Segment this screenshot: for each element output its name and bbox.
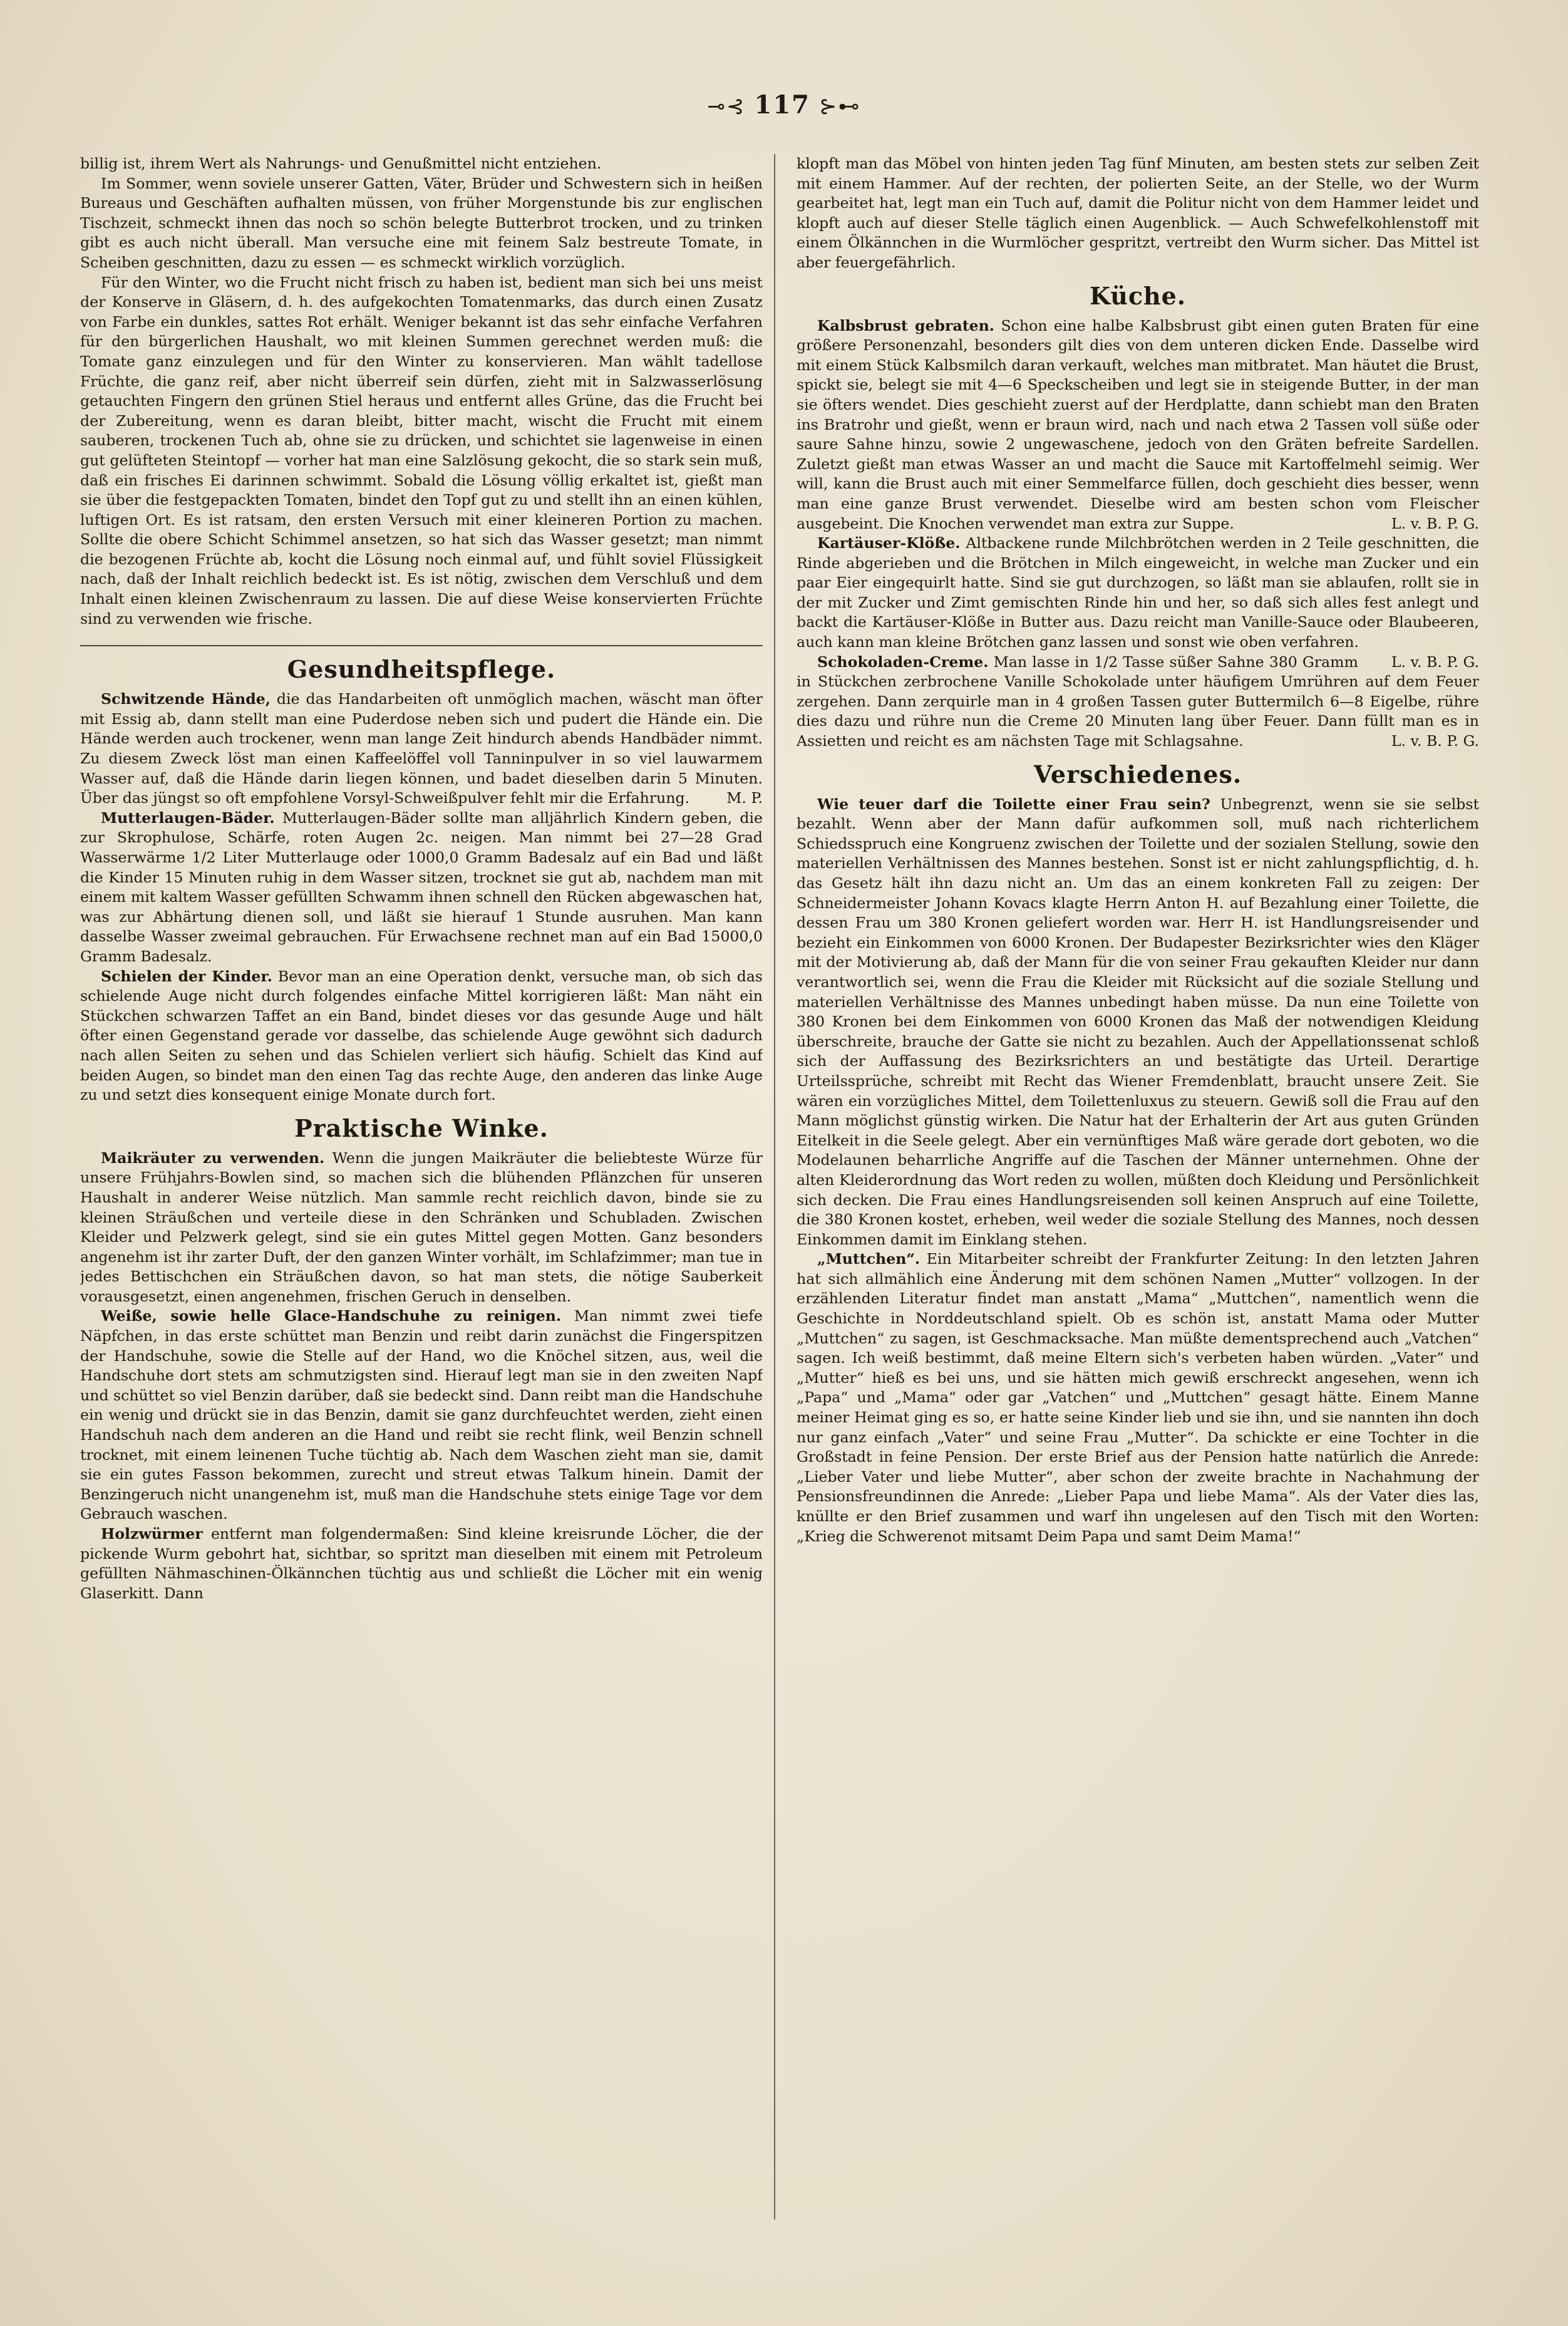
- section-heading-winke: Praktische Winke.: [294, 1114, 549, 1142]
- signature: L. v. B. P. G.: [1391, 732, 1479, 750]
- article-kartaeuser-kloesse: Kartäuser-Klöße. Altbackene runde Milchbrötchen werden in 2 Teile geschnitten, die Rinde abgerieben und die Brötchen in Milch eingeweicht, in welche man Zucker und ein paar Eier eingequirlt hatte. Sind sie gut durchzogen, so läßt man sie ablaufen, rollt sie in der mit Zucker und Zimt gemischten Rinde hin und her, so daß sich alles fest anlegt und backt die Kartäuser-Klöße in Butter aus. Dazu reicht man Vanille-Sauce oder Blaubeeren, auch kann man kleine Brötchen ganz lassen und sonst wie oben verfahren. L. v. B. P. G.: [797, 534, 1479, 653]
- paragraph: Für den Winter, wo die Frucht nicht frisch zu haben ist, bedient man sich bei uns meist der Konserve in Gläsern, d. h. des aufgekochten Tomatenmarks, das durch einen Zusatz von Farbe ein dunkles, sattes Rot erhält. Weniger bekannt ist das sehr einfache Verfahren für den bürgerlichen Haushalt, wo mit kleinen Summen gerechnet werden muß: die Tomate ganz einzulegen und für den Winter zu konservieren. Man wählt tadellose Früchte, die ganz reif, aber nicht überreif sein dürfen, zieht mit in Salzwasserlösung getauchten Fingern den grünen Stiel heraus und entfernt alles Grüne, das die Frucht bei der Zubereitung, wenn es daran bleibt, bitter macht, wischt die Frucht mit einem sauberen, trockenen Tuch ab, ohne sie zu drücken, und schichtet sie lagenweise in einen gut gelüfteten Steintopf — vorher hat man eine Salzlösung gekocht, die so stark sein muß, daß ein frisches Ei darinnen schwimmt. Sobald die Lösung völlig erkaltet ist, gießt man sie über die festgepackten Tomaten, bindet den Topf gut zu und stellt ihn an einen kühlen, luftigen Ort. Es ist ratsam, den ersten Versuch mit einer kleineren Portion zu machen. Sollte die obere Schicht Schimmel ansetzen, so hat sich das Wasser gesetzt; man nimmt die bezogenen Früchte ab, kocht die Lösung noch einmal auf, und fühlt soviel Flüssigkeit nach, daß der Inhalt reichlich bedeckt ist. Es ist nötig, zwischen dem Verschluß und dem Inhalt einen kleinen Zwischenraum zu lassen. Die auf diese Weise konservierten Früchte sind zu verwenden wie frische.: [80, 273, 763, 628]
- article-muttchen: „Muttchen“. Ein Mitarbeiter schreibt der Frankfurter Zeitung: In den letzten Jahren hat sich allmählich eine Änderung mit dem schönen Namen „Mutter“ vollzogen. In der erzählenden Literatur findet man anstatt „Mama“ „Muttchen“, namentlich wenn die Geschichte in Norddeutschland spielt. Ob es schön ist, anstatt Mama oder Mutter „Muttchen“ zu sagen, ist Geschmacksache. Man müßte dementsprechend auch „Vatchen“ sagen. Ich weiß bestimmt, daß meine Eltern sich's verbeten haben würden. „Vater“ und „Mutter“ hieß es bei uns, und sie hätten mich gewiß erschreckt angesehen, wenn ich „Papa“ und „Mama“ oder gar „Vatchen“ und „Muttchen“ gesagt hätte. Einem Manne meiner Heimat ging es so, er hatte seine Kinder lieb und sie ihn, und sie nannten ihn doch nur ganz einfach „Vater“ und seine Frau „Mutter“. Da schickte er eine Tochter in die Großstadt in feine Pension. Der erste Brief aus der Pension hatte natürlich die Anrede: „Lieber Vater und liebe Mutter“, aber schon der zweite brachte in Nachahmung der Pensionsfreundinnen die Anrede: „Lieber Papa und liebe Mama“. Als der Vater dies las, knüllte er den Brief zusammen und warf ihn ungelesen auf den Tisch mit den Worten: „Krieg die Schwerenot mitsamt Deim Papa und samt Deim Mama!“: [797, 1250, 1479, 1545]
- article-schielen: Schielen der Kinder. Bevor man an eine Operation denkt, versuche man, ob sich das schielende Auge nicht durch folgendes einfache Mittel korrigieren läßt: Man näht ein Stückchen schwarzen Taffet an ein Band, bindet dieses vor das gesunde Auge und hält öfter einen Gegenstand gerade vor dasselbe, das schielende Auge gewöhnt sich dadurch nach allen Seiten zu sehen und das Schielen verliert sich häufig. Schielt das Kind auf beiden Augen, so bindet man den einen Tag das rechte Auge, den anderen das linke Auge zu und setzt dies konsequent einige Monate durch fort.: [80, 967, 763, 1104]
- article-schwitzende-haende: Schwitzende Hände, die das Handarbeiten oft unmöglich machen, wäscht man öfter mit Essig ab, dann stellt man eine Puderdose neben sich und pudert die Hände ein. Die Hände werden auch trockener, wenn man lange Zeit hindurch abends Handbäder nimmt. Zu diesem Zweck löst man einen Kaffeelöffel voll Tanninpulver in so viel lauwarmem Wasser auf, daß die Hände darin liegen können, und badet dieselben darin 5 Minuten. Über das jüngst so oft empfohlene Vorsyl-Schweißpulver fehlt mir die Erfahrung. M. P.: [80, 690, 763, 809]
- right-column: [797, 154, 1479, 2232]
- signature: M. P.: [726, 789, 763, 807]
- paragraph: Im Sommer, wenn soviele unserer Gatten, Väter, Brüder und Schwestern sich in heißen Bureaus und Geschäften aufhalten müssen, von früher Morgenstunde bis zur englischen Tischzeit, schmeckt ihnen das noch so schön belegte Butterbrot trocken, und zu trinken gibt es auch nicht überall. Man versuche eine mit feinem Salz bestreute Tomate, in Scheiben geschnitten, dazu zu essen — es schmeckt wirklich vorzüglich.: [80, 174, 763, 271]
- article-mutterlaugen-baeder: Mutterlaugen-Bäder. Mutterlaugen-Bäder sollte man alljährlich Kindern geben, die zur Skrophulose, Schärfe, roten Augen 2c. neigen. Man nimmt bei 27—28 Grad Wasserwärme 1/2 Liter Mutterlauge oder 1000,0 Gramm Badesalz auf ein Bad und läßt die Kinder 15 Minuten ruhig in dem Wasser sitzen, trocknet sie gut ab, nachdem man mit einem mit kaltem Wasser gefüllten Schwamm ihnen schnell den Rücken abgewaschen hat, was zur Abhärtung dienen soll, und läßt sie hierauf 1 Stunde ausruhen. Man kann dasselbe Wasser zweimal gebrauchen. Für Erwachsene rechnet man auf ein Bad 15000,0 Gramm Badesalz.: [80, 809, 763, 965]
- section-heading-gesundheit: Gesundheitspflege.: [287, 655, 556, 684]
- column-divider: [774, 154, 775, 2220]
- article-kalbsbrust: Kalbsbrust gebraten. Schon eine halbe Kalbsbrust gibt einen guten Braten für eine größere Personenzahl, besonders gilt dies von dem unteren dicken Ende. Dasselbe wird mit einem Stück Kalbsmilch daran verkauft, welches man mitbratet. Man häutet die Brust, spickt sie, belegt sie mit 4—6 Speckscheiben und legt sie in steigende Butter, in der man sie öfters wendet. Dies geschieht zuerst auf der Herdplatte, dann schiebt man den Braten ins Bratrohr und gießt, wenn er braun wird, nach und nach etwa 2 Tassen voll süße oder saure Sahne hinzu, sowie 2 ungewaschene, jedoch von den Gräten befreite Sardellen. Zuletzt gießt man etwas Wasser an und macht die Sauce mit Kartoffelmehl seimig. Wer will, kann die Brust auch mit einer Semmelfarce füllen, doch geschieht dies besser, wenn man eine ganze Brust verwendet. Dieselbe wird am besten schon vom Fleischer ausgebeint. Die Knochen verwendet man extra zur Suppe. L. v. B. P. G.: [797, 316, 1479, 534]
- paragraph: billig ist, ihrem Wert als Nahrungs- und Genußmittel nicht entziehen.: [80, 155, 602, 172]
- article-toilette: Wie teuer darf die Toilette einer Frau sein? Unbegrenzt, wenn sie sie selbst bezahlt. Wenn aber der Mann dafür aufkommen soll, muß nach richterlichem Schiedsspruch eine Kongruenz zwischen der Toilette und der sozialen Stellung, sowie den materiellen Verhältnissen des Mannes bestehen. Sonst ist er nicht zahlungspflichtig, d. h. das Gesetz hält ihn dazu nicht an. Um das an einem konkreten Fall zu zeigen: Der Schneidermeister Johann Kovacs klagte Herrn Anton H. auf Bezahlung einer Toilette, die dessen Frau um 380 Kronen geliefert worden war. Herr H. ist Handlungsreisender und bezieht ein Einkommen von 6000 Kronen. Der Budapester Bezirksrichter wies den Kläger mit der Motivierung ab, daß der Mann für die von seiner Frau gekauften Kleider nur dann verantwortlich sei, wenn die Frau die Kleider mit Rücksicht auf die soziale Stellung und materiellen Verhältnisse des Mannes unbedingt haben müsse. Da nun eine Toilette von 380 Kronen bei dem Einkommen von 6000 Kronen das Maß der notwendigen Kleidung überschreite, brauche der Gatte sie nicht zu bezahlen. Auch der Appellationssenat schloß sich der Auffassung des Bezirksrichters an und bestätigte das Urteil. Derartige Urteilssprüche, schreibt mit Recht das Wiener Fremdenblatt, braucht unsere Zeit. Sie wären ein vorzügliches Mittel, dem Toilettenluxus zu steuern. Gewiß soll die Frau auf den Mann möglichst günstig wirken. Die Natur hat der Erhalterin der Art aus guten Gründen Eitelkeit in die Seele gelegt. Aber ein vernünftiges Maß wäre gerade dort geboten, wo die Modelaunen beharrliche Angriffe auf die Taschen der Männer unternehmen. Ohne der alten Kleiderordnung das Wort reden zu wollen, müßten doch Kleidung und Persönlichkeit sich decken. Die Frau eines Handlungsreisenden soll keinen Anspruch auf eine Toilette, die 380 Kronen kostet, erheben, weil weder die soziale Stellung des Mannes, noch dessen Einkommen damit im Einklang stehen.: [797, 795, 1479, 1248]
- ornament-left: ⊸⊰: [707, 94, 746, 119]
- signature: L. v. B. P. G.: [1391, 514, 1479, 532]
- ornament-right: ⊱⊷: [818, 94, 861, 119]
- page-number: ⊸⊰ 117 ⊱⊷: [0, 90, 1568, 120]
- section-rule: [80, 645, 763, 646]
- section-heading-kueche: Küche.: [1090, 281, 1186, 310]
- article-schokoladen-creme: Schokoladen-Creme. Man lasse in 1/2 Tasse süßer Sahne 380 Gramm in Stückchen zerbrochene Vanille Schokolade unter häufigem Umrühren auf dem Feuer zergehen. Dann zerquirle man in 4 großen Tassen guter Buttermilch 6—8 Eigelbe, rühre dies dazu und rühre nun die Creme 20 Minuten lang über Feuer. Dann füllt man es in Assietten und reicht es am nächsten Tage mit Schlagsahne. L. v. B. P. G.: [797, 653, 1479, 752]
- section-heading-verschiedenes: Verschiedenes.: [1033, 760, 1242, 788]
- paragraph-continuation: klopft man das Möbel von hinten jeden Tag fünf Minuten, am besten stets zur selben Zeit mit einem Hammer. Auf der rechten, der polierten Seite, an der Stelle, wo der Wurm gearbeitet hat, legt man ein Tuch auf, damit die Politur nicht von dem Hammer leidet und klopft auch auf dieser Stelle täglich einen Augenblick. — Auch Schwefelkohlenstoff mit einem Ölkännchen in die Wurmlöcher gespritzt, vertreibt den Wurm sicher. Das Mittel ist aber feuergefährlich.: [797, 155, 1479, 271]
- article-handschuhe: Weiße, sowie helle Glace-Handschuhe zu reinigen. Man nimmt zwei tiefe Näpfchen, in das erste schüttet man Benzin und reibt darin zunächst die Fingerspitzen der Handschuhe, sowie die Stelle auf der Hand, wo die Knöchel sitzen, aus, weil die Handschuhe dort stets am schmutzigsten sind. Hierauf legt man sie in den zweiten Napf und schüttet so viel Benzin darüber, daß sie bedeckt sind. Dann reibt man die Handschuhe ein wenig und drückt sie in das Benzin, damit sie ganz durchfeuchtet werden, zieht einen Handschuh nach dem anderen an die Hand und reibt sie recht flink, weil Benzin schnell trocknet, mit einem leinenen Tuche tüchtig ab. Nach dem Waschen zieht man sie, damit sie ein gutes Fasson bekommen, zurecht und streut etwas Talkum hinein. Damit der Benzingeruch nicht unangenehm ist, muß man die Handschuhe stets einige Tage vor dem Gebrauch waschen.: [80, 1307, 763, 1523]
- article-holzwuermer: Holzwürmer entfernt man folgendermaßen: Sind kleine kreisrunde Löcher, die der pickende Wurm gebohrt hat, sichtbar, so spritzt man dieselben mit einem mit Petroleum gefüllten Nähmaschinen-Ölkännchen tüchtig aus und schließt die Löcher mit ein wenig Glaserkitt. Dann: [80, 1525, 763, 1602]
- left-column: [80, 154, 763, 2232]
- article-maikraeuter: Maikräuter zu verwenden. Wenn die jungen Maikräuter die beliebteste Würze für unsere Frühjahrs-Bowlen sind, so machen sich die blühenden Pflänzchen für unseren Haushalt in anderer Weise nützlich. Man sammle recht reichlich davon, binde sie zu kleinen Sträußchen und verteile diese in den Schränken und Schubladen. Zwischen Kleider und Pelzwerk gelegt, sind sie ein gutes Mittel gegen Motten. Ganz besonders angenehm ist ihr zarter Duft, der den ganzen Winter vorhält, im Schlafzimmer; man tue in jedes Bettischchen ein Sträußchen davon, so hat man stets, die nötige Sauberkeit vorausgesetzt, einen angenehmen, frischen Geruch in denselben.: [80, 1149, 763, 1305]
- signature: L. v. B. P. G.: [1391, 653, 1479, 671]
